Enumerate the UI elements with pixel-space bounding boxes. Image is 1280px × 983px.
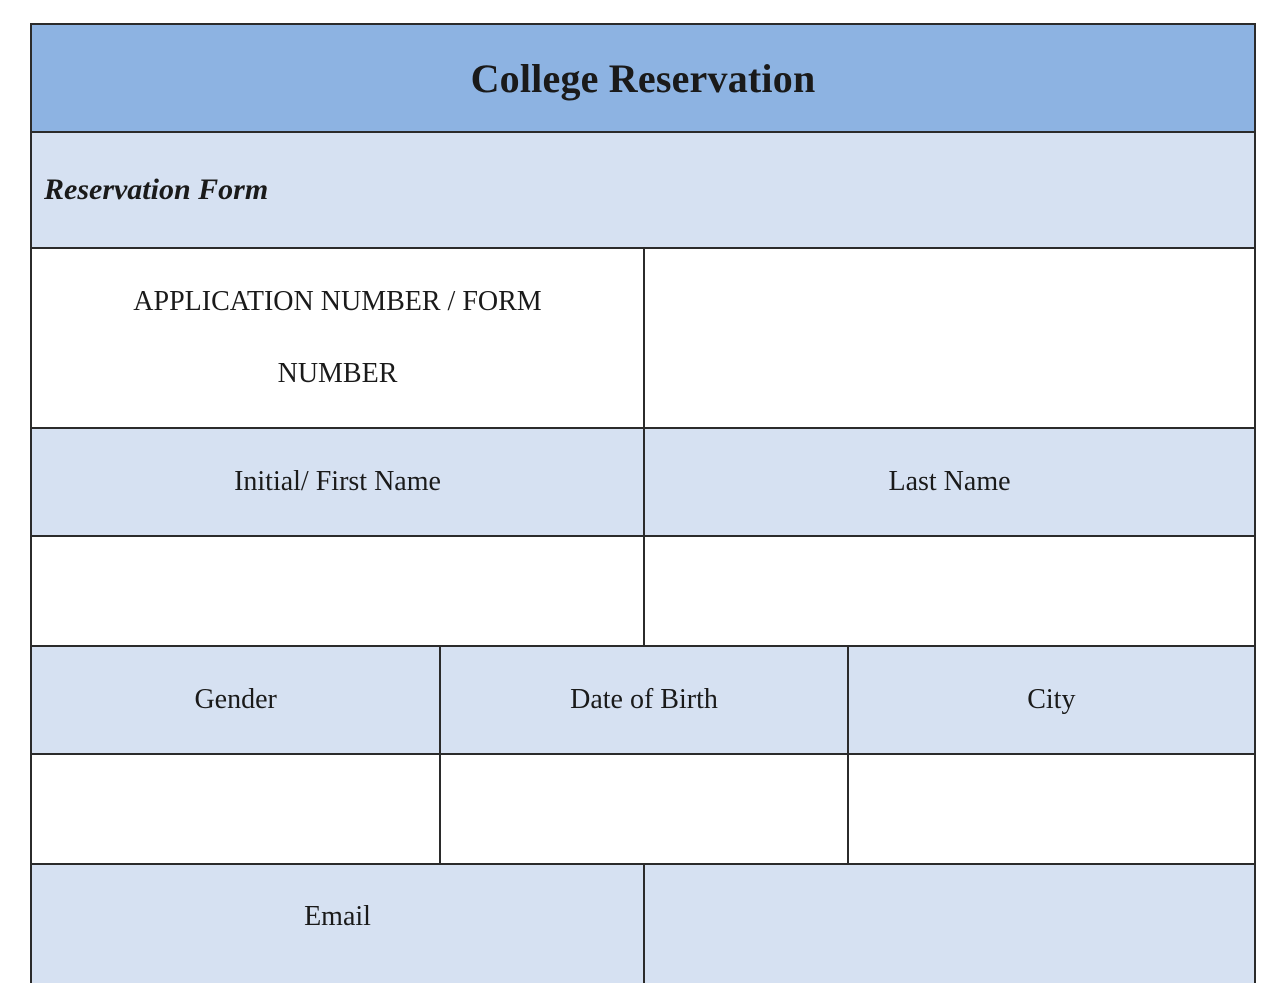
application-number-field[interactable] [643,249,1254,427]
form-subtitle-row [32,133,1254,249]
form-title-row [32,25,1254,133]
details-labels-row [32,647,1254,755]
first-name-field[interactable] [32,537,643,645]
form-title: College Reservation [470,55,816,101]
last-name-label: Last Name [643,429,1254,535]
form-subtitle: Reservation Form [44,173,269,206]
reservation-form [30,23,1256,983]
email-field[interactable] [643,865,1254,983]
details-fields-row [32,755,1254,865]
first-name-label: Initial/ First Name [234,466,441,497]
email-label: Email [304,901,371,932]
gender-label: Gender [194,684,277,715]
email-row [32,865,1254,983]
last-name-field[interactable] [643,537,1254,645]
date-of-birth-label: Date of Birth [439,647,846,753]
city-field[interactable] [847,755,1254,863]
name-fields-row [32,537,1254,647]
city-label: City [847,647,1254,753]
name-labels-row [32,429,1254,537]
application-number-label: APPLICATION NUMBER / FORM NUMBER [32,249,643,427]
application-number-row [32,249,1254,429]
gender-field[interactable] [32,755,439,863]
date-of-birth-field[interactable] [439,755,846,863]
